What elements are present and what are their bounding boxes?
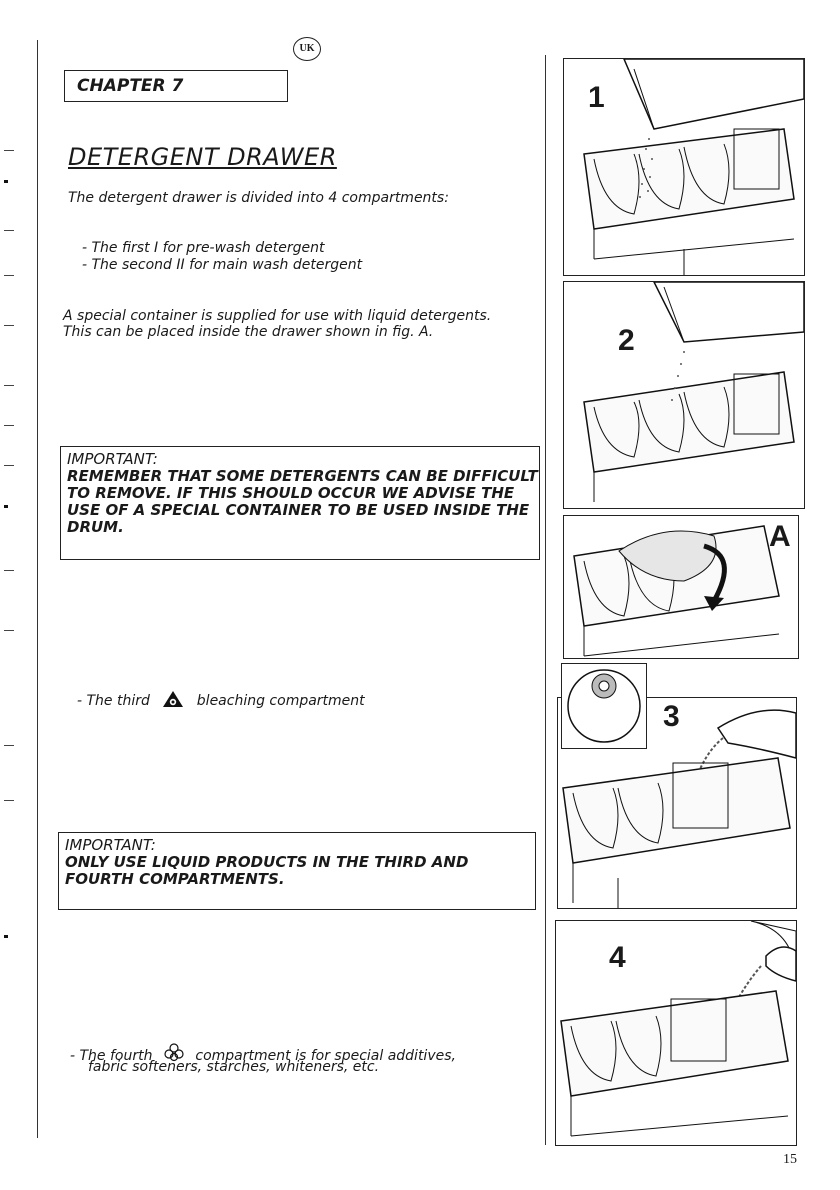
important2-line1: ONLY USE LIQUID PRODUCTS IN THE THIRD AND <box>65 853 469 871</box>
panel-label-2: 2 <box>618 324 635 357</box>
drawer-liquid-container-illustration <box>564 516 798 658</box>
figure-panel-4 <box>555 920 797 1146</box>
drawer-softener-pour-illustration <box>556 921 796 1145</box>
binding-tick <box>4 230 14 231</box>
panel-label-4: 4 <box>609 941 626 974</box>
compartment-item-1: - The first I for pre-wash detergent <box>82 240 325 256</box>
binding-tick <box>4 325 14 326</box>
panel-label-1: 1 <box>588 81 605 114</box>
binding-tick <box>4 800 14 801</box>
important1-line2: TO REMOVE. IF THIS SHOULD OCCUR WE ADVISE THE <box>67 484 515 502</box>
figure-panel-1 <box>563 58 805 276</box>
intro-text: The detergent drawer is divided into 4 compartments: <box>68 190 449 206</box>
cap-detail-icon <box>562 664 646 748</box>
important2-line2: FOURTH COMPARTMENTS. <box>65 870 285 888</box>
fourth-line2: fabric softeners, starches, whiteners, etc. <box>88 1059 380 1075</box>
binding-tick <box>4 630 14 631</box>
column-rule <box>545 55 546 1145</box>
page-number: 15 <box>783 1152 797 1167</box>
compartment-item-2: - The second II for main wash detergent <box>82 257 363 273</box>
important1-line3: USE OF A SPECIAL CONTAINER TO BE USED INSIDE THE <box>67 501 530 519</box>
binding-tick <box>4 425 14 426</box>
binding-tick <box>4 465 14 466</box>
fourth-prefix: - The fourth <box>70 1048 153 1064</box>
inset-detail <box>561 663 647 749</box>
binding-line <box>37 40 38 1138</box>
binding-tick <box>4 745 14 746</box>
fourth-suffix: compartment is for special additives, <box>195 1048 456 1064</box>
figure-panel-2 <box>563 281 805 509</box>
third-prefix: - The third <box>77 693 150 709</box>
important-label-2: IMPORTANT: <box>65 836 156 854</box>
binding-tick <box>4 150 14 151</box>
important-label-1: IMPORTANT: <box>67 450 158 468</box>
drawer-powder-illustration-2 <box>564 282 804 508</box>
binding-tick <box>4 180 8 183</box>
chapter-box <box>64 70 288 102</box>
liquid-note-line2: This can be placed inside the drawer shown in fig. A. <box>63 324 434 340</box>
panel-label-a: A <box>769 520 791 553</box>
figure-panel-a <box>563 515 799 659</box>
binding-tick <box>4 385 14 386</box>
important-box-2 <box>58 832 536 910</box>
binding-tick <box>4 935 8 938</box>
chapter-label: CHAPTER 7 <box>77 76 184 96</box>
compartment-item-3 <box>77 690 365 709</box>
important1-line4: DRUM. <box>67 518 124 536</box>
section-title: DETERGENT DRAWER <box>68 143 337 171</box>
important-box-1 <box>60 446 540 560</box>
binding-tick <box>4 570 14 571</box>
panel-label-3: 3 <box>663 700 680 733</box>
language-badge: UK <box>293 37 321 61</box>
third-suffix: bleaching compartment <box>196 693 365 709</box>
binding-tick <box>4 505 8 508</box>
liquid-note-line1: A special container is supplied for use with liquid detergents. <box>63 308 492 324</box>
binding-tick <box>4 275 14 276</box>
important1-line1: REMEMBER THAT SOME DETERGENTS CAN BE DIFFICULT <box>67 467 538 485</box>
bleach-triangle-icon <box>162 690 184 708</box>
